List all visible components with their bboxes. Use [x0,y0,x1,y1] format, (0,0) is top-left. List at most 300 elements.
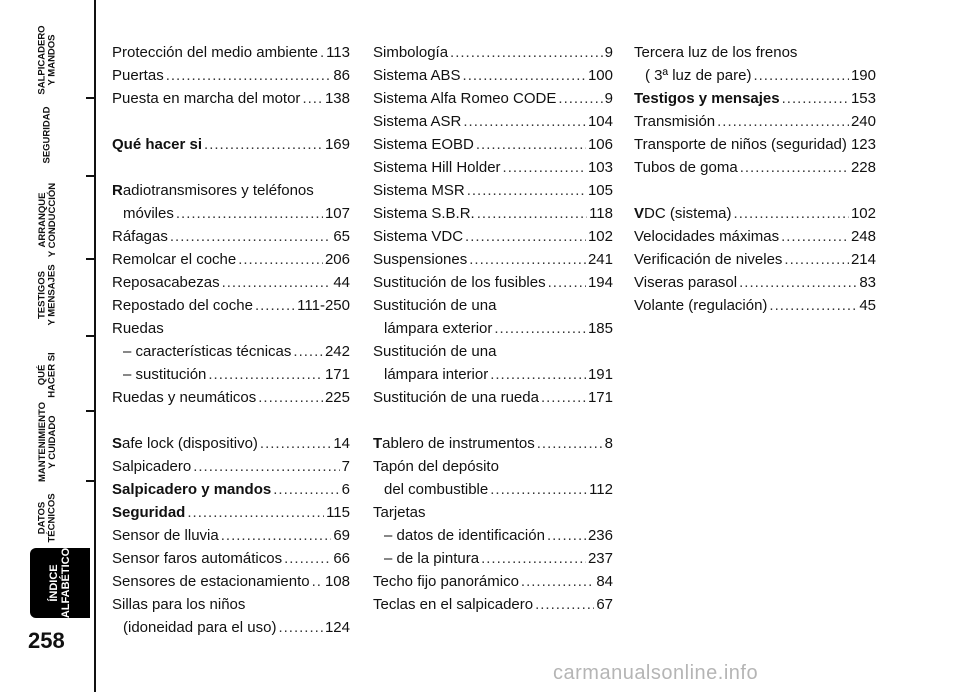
entry-text: Teclas en el salpicadero [373,596,534,613]
page-ref: 206 [324,251,350,268]
dot-leader [481,550,586,567]
entry-text: Sistema EOBD [373,136,474,153]
index-entry [373,527,613,550]
entry-text: Seguridad [112,504,186,521]
dot-leader [490,366,586,383]
index-entry [373,159,613,182]
page-ref: 103 [587,159,613,176]
spacer [112,412,350,435]
dot-leader [503,159,586,176]
entry-title [373,90,556,107]
entry-title [634,90,780,107]
index-entry [634,113,876,136]
index-entry [634,136,876,159]
heading-text: Sustitución de una [373,297,497,314]
entry-title [112,527,219,544]
page-ref: 105 [587,182,613,199]
index-entry [373,44,613,67]
index-entry [112,228,350,251]
page-ref: 248 [850,228,876,245]
index-entry [112,136,350,159]
entry-text: – datos de identificación [384,527,545,544]
tab-mantenimiento[interactable] [6,401,90,483]
dot-leader [208,366,323,383]
index-entry [634,228,876,251]
tab-que-hacer-si[interactable] [6,345,90,405]
initial-letter: V [634,205,645,222]
index-entry [634,67,876,90]
page-ref: 169 [324,136,350,153]
entry-text: Simbología [373,44,449,61]
page-ref: 225 [324,389,350,406]
initial-letter: S [112,435,123,452]
entry-title [634,113,715,130]
page-ref: 100 [587,67,613,84]
spacer [112,113,350,136]
page-ref: 102 [587,228,613,245]
entry-title [123,343,291,360]
entry-text: Sistema ABS [373,67,461,84]
entry-text: Sistema S.B.R. [373,205,475,222]
index-entry [112,44,350,67]
index-entry [373,274,613,297]
tab-testigos[interactable] [6,265,90,325]
index-entry [112,458,350,481]
index-column-3 [634,44,876,320]
entry-text: Transporte de niños (seguridad) [634,136,847,153]
index-heading [112,182,350,205]
dot-leader [490,481,587,498]
entry-text: Puertas [112,67,164,84]
entry-title [112,136,202,153]
dot-leader [255,297,295,314]
page-ref: 228 [850,159,876,176]
dot-leader [176,205,323,222]
entry-title [112,504,185,521]
entry-text: (idoneidad para el uso) [123,619,277,636]
index-entry [373,90,613,113]
entry-text: ablero de instrumentos [382,435,535,452]
entry-title [112,435,258,452]
index-entry [112,343,350,366]
index-entry [373,550,613,573]
index-entry [373,596,613,619]
entry-title [373,159,501,176]
entry-text: DC (sistema) [644,205,732,222]
page-ref: 104 [587,113,613,130]
entry-title [634,251,782,268]
entry-text: Protección del medio ambiente [112,44,318,61]
tab-label: ÍNDICE ALFABÉTICO [48,547,72,619]
watermark: carmanualsonline.info [553,662,759,684]
entry-title [112,67,164,84]
page-ref: 236 [587,527,613,544]
page-ref: 185 [587,320,613,337]
entry-text: Puesta en marcha del motor [112,90,301,107]
index-heading [373,458,613,481]
entry-title [112,44,318,61]
entry-title [634,297,767,314]
page-ref: 190 [850,67,876,84]
index-entry [373,67,613,90]
entry-title [384,550,479,567]
dot-leader [537,435,603,452]
dot-leader [221,527,332,544]
entry-text: Techo fijo panorámico [373,573,519,590]
entry-title [373,182,465,199]
tab-separator [86,480,96,482]
entry-title [373,113,461,130]
entry-text: Transmisión [634,113,716,130]
dot-leader [222,274,332,291]
dot-leader [278,619,323,636]
dot-leader [302,90,323,107]
page-number: 258 [28,628,65,653]
page-ref: 242 [324,343,350,360]
entry-title [373,596,533,613]
entry-text: Remolcar el coche [112,251,237,268]
page-ref: 123 [850,136,876,153]
page-ref: 214 [850,251,876,268]
tab-separator [86,175,96,177]
entry-title [112,481,271,498]
dot-leader [284,550,331,567]
tab-label: QUÉ HACER SI [37,352,58,398]
page-ref: 124 [324,619,350,636]
page-ref: 45 [859,297,876,314]
heading-text: adiotransmisores y teléfonos [122,182,314,199]
index-entry [373,228,613,251]
index-heading [373,343,613,366]
entry-text: Tubos de goma [634,159,738,176]
dot-leader [312,573,323,590]
entry-title [112,550,282,567]
index-entry [112,297,350,320]
dot-leader [187,504,324,521]
entry-text: Sustitución de una rueda [373,389,539,406]
dot-leader [521,573,594,590]
index-heading [112,596,350,619]
entry-title [373,573,519,590]
dot-leader [782,90,849,107]
page-ref: 66 [333,550,350,567]
page-ref: 107 [324,205,350,222]
sidebar-divider [94,0,96,692]
page-ref: 9 [604,44,613,61]
dot-leader [260,435,331,452]
spacer [373,412,613,435]
dot-leader [739,274,857,291]
entry-text: Sistema ASR [373,113,462,130]
dot-leader [717,113,849,130]
spacer [634,182,876,205]
dot-leader [204,136,323,153]
entry-title [373,435,535,452]
entry-text: Sensor de lluvia [112,527,219,544]
heading-text: Tarjetas [373,504,426,521]
dot-leader [465,228,586,245]
tab-separator [86,258,96,260]
initial-letter: R [112,182,123,199]
index-entry [634,90,876,113]
page-ref: 138 [324,90,350,107]
tab-label: ARRANQUE Y CONDUCCIÓN [37,182,58,258]
index-entry [634,274,876,297]
dot-leader [784,251,849,268]
dot-leader [293,343,323,360]
entry-title [634,274,737,291]
index-entry [373,251,613,274]
entry-text: móviles [123,205,174,222]
index-entry [112,274,350,297]
dot-leader [558,90,602,107]
page-ref: 102 [850,205,876,222]
dot-leader [781,228,849,245]
tab-datos-tecnicos[interactable] [6,488,90,548]
dot-leader [467,182,586,199]
entry-text: Sensores de estacionamiento [112,573,310,590]
page-ref: 191 [587,366,613,383]
entry-text: – sustitución [123,366,207,383]
page-ref: 8 [604,435,613,452]
entry-text: Qué hacer si [112,136,203,153]
entry-text: ( 3ª luz de pare) [645,67,752,84]
entry-text: Sustitución de los fusibles [373,274,546,291]
tab-label: SALPICADERO Y MANDOS [37,25,58,95]
dot-leader [477,205,587,222]
index-entry [112,550,350,573]
entry-text: Velocidades máximas [634,228,780,245]
entry-title [373,274,546,291]
tab-separator [86,335,96,337]
chapter-sidebar [0,0,100,692]
entry-text: – de la pintura [384,550,480,567]
index-entry [112,389,350,412]
entry-title [384,320,492,337]
index-entry [373,481,613,504]
index-entry [112,90,350,113]
dot-leader [170,228,331,245]
dot-leader [273,481,339,498]
page-ref: 44 [333,274,350,291]
index-entry [634,297,876,320]
entry-title [384,366,488,383]
entry-title [112,228,168,245]
entry-text: Reposacabezas [112,274,220,291]
tab-seguridad[interactable] [6,105,90,165]
entry-title [373,251,467,268]
index-heading [373,297,613,320]
entry-text: Testigos y mensajes [634,90,780,107]
entry-title [373,44,448,61]
page-ref: 67 [596,596,613,613]
index-column-1 [112,44,350,642]
entry-text: Salpicadero y mandos [112,481,272,498]
index-entry [112,67,350,90]
entry-text: Ráfagas [112,228,168,245]
entry-text: Verificación de niveles [634,251,783,268]
page-ref: 65 [333,228,350,245]
entry-title [373,67,461,84]
page-ref: 118 [589,205,613,222]
page-ref: 7 [341,458,350,475]
index-column-2 [373,44,613,619]
entry-title [634,159,738,176]
index-entry [373,182,613,205]
entry-text: Sistema MSR [373,182,465,199]
dot-leader [258,389,323,406]
entry-title [112,297,253,314]
dot-leader [769,297,857,314]
dot-leader [450,44,603,61]
index-entry [373,136,613,159]
heading-text: Tapón del depósito [373,458,499,475]
dot-leader [740,159,849,176]
page-ref: 240 [850,113,876,130]
entry-title [634,228,779,245]
tab-label: TESTIGOS Y MENSAJES [36,264,58,326]
entry-text: Suspensiones [373,251,468,268]
page-ref: 84 [596,573,613,590]
dot-leader [494,320,586,337]
entry-title [112,251,236,268]
tab-label: SEGURIDAD [41,106,53,164]
index-entry [112,573,350,596]
entry-title [112,90,300,107]
page-ref: 171 [324,366,350,383]
page-ref: 6 [341,481,350,498]
page-ref: 194 [587,274,613,291]
page-ref: 115 [326,504,350,521]
entry-text: – características técnicas [123,343,292,360]
entry-text: Repostado del coche [112,297,253,314]
entry-text: del combustible [384,481,489,498]
dot-leader [547,527,586,544]
tab-salpicadero[interactable] [6,25,90,95]
index-entry [373,205,613,228]
index-heading [112,320,350,343]
dot-leader [476,136,586,153]
dot-leader [753,67,849,84]
entry-title [645,67,751,84]
entry-text: Sistema Alfa Romeo CODE [373,90,557,107]
heading-text: Sillas para los niños [112,596,246,613]
index-heading [634,44,876,67]
entry-text: Viseras parasol [634,274,738,291]
page-ref: 83 [859,274,876,291]
page-ref: 69 [333,527,350,544]
dot-leader [463,67,586,84]
index-entry [112,366,350,389]
page-ref: 113 [326,44,350,61]
page-ref: 108 [324,573,350,590]
entry-text: afe lock (dispositivo) [122,435,258,452]
entry-text: Ruedas y neumáticos [112,389,257,406]
page-ref: 153 [850,90,876,107]
index-entry [373,389,613,412]
page-ref: 9 [604,90,613,107]
index-entry [634,205,876,228]
entry-title [634,136,847,153]
dot-leader [469,251,586,268]
entry-title [384,481,488,498]
entry-title [373,228,463,245]
index-entry [634,159,876,182]
heading-text: Tercera luz de los frenos [634,44,798,61]
page-ref: 112 [589,481,613,498]
index-entry [373,573,613,596]
entry-text: lámpara exterior [384,320,493,337]
index-entry [373,366,613,389]
index-entry [112,435,350,458]
dot-leader [320,44,324,61]
entry-title [384,527,545,544]
entry-title [112,274,220,291]
dot-leader [166,67,332,84]
index-entry [112,251,350,274]
tab-label: MANTENIMIENTO Y CUIDADO [36,401,58,483]
page-ref: 241 [587,251,613,268]
index-entry [373,113,613,136]
spacer [112,159,350,182]
entry-title [373,136,474,153]
dot-leader [548,274,586,291]
page-ref: 171 [587,389,613,406]
entry-title [112,458,191,475]
page-ref: 86 [333,67,350,84]
index-entry [112,481,350,504]
entry-title [634,205,732,222]
heading-text: Ruedas [112,320,164,337]
tab-label: DATOS TÉCNICOS [37,493,58,543]
entry-text: Sistema VDC [373,228,464,245]
dot-leader [193,458,339,475]
index-heading [373,504,613,527]
entry-title [373,389,539,406]
entry-text: Sistema Hill Holder [373,159,501,176]
page-ref: 237 [587,550,613,567]
index-entry [112,619,350,642]
heading-text: Sustitución de una [373,343,497,360]
dot-leader [535,596,594,613]
dot-leader [541,389,586,406]
dot-leader [463,113,586,130]
entry-text: Sensor faros automáticos [112,550,283,567]
index-entry [634,251,876,274]
index-entry [112,527,350,550]
entry-text: Volante (regulación) [634,297,768,314]
dot-leader [734,205,849,222]
entry-title [123,366,206,383]
dot-leader [238,251,323,268]
entry-title [112,573,310,590]
page-ref: 14 [333,435,350,452]
tab-separator [86,97,96,99]
entry-text: Salpicadero [112,458,192,475]
entry-title [373,205,475,222]
entry-text: lámpara interior [384,366,489,383]
tab-indice-alfabetico[interactable] [30,548,90,618]
index-entry [373,320,613,343]
index-entry [112,504,350,527]
tab-arranque[interactable] [6,182,90,258]
entry-title [112,389,256,406]
entry-title [123,205,174,222]
index-entry [112,205,350,228]
entry-title [123,619,276,636]
index-entry [373,435,613,458]
page-ref: 106 [587,136,613,153]
